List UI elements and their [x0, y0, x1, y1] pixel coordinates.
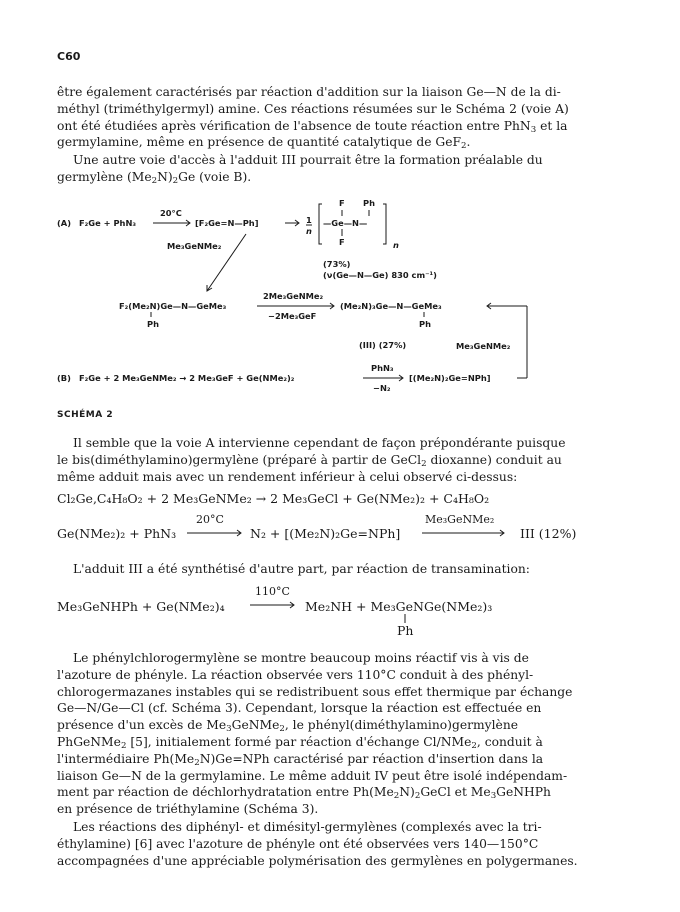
text-line: ment par réaction de déchlorhydratation entre $Ph(Me_2N)_2GeCl$ et $Me_3GeNHPh$: [57, 785, 551, 802]
text-line: méthyl (triméthylgermyl) amine. Ces réactions résumées sur le Schéma 2 (voie A): [57, 101, 569, 116]
route-b-label: (B): [57, 373, 71, 383]
route-a-reactants: F₂Ge + PhN₃: [79, 218, 137, 228]
text-line: germylène $(Me_2N)_2Ge$ (voie B).: [57, 169, 252, 186]
route-a-ir: (ν(Ge—N—Ge) 830 cm⁻¹): [323, 270, 437, 280]
text-line: Les réactions des diphényl- et dimésityl-germylènes (complexés avec la tri-: [73, 820, 542, 834]
polymer-f-top: F: [339, 198, 345, 208]
fraction-numerator: 1: [306, 215, 312, 225]
polymer-n: n: [393, 240, 399, 250]
eq3-over: 110°C: [255, 585, 290, 598]
text-line: l'azoture de phényle. La réaction observée vers 110°C conduit à des phényl-: [57, 667, 534, 682]
text-line: l'intermédiaire $Ph(Me_2N)Ge=NPh$ caractérisé par réaction d'insertion dans la: [57, 751, 544, 768]
eq2-over: 20°C: [196, 513, 224, 526]
route-a-label: (A): [57, 218, 72, 228]
eq2-mid: N₂ + [(Me₂N)₂Ge=NPh]: [250, 526, 401, 541]
route-a-intermediate: [F₂Ge=N—Ph]: [195, 218, 259, 228]
text-line: présence d'un excès de $Me_3GeNMe_2$, le phényl(diméthylamino)germylène: [57, 718, 519, 735]
text-line: liaison Ge—N de la germylamine. Le même adduit IV peut être isolé indépendam-: [57, 768, 568, 783]
compound-iii-label: (III) (27%): [359, 340, 407, 350]
eq3-arrow: [248, 600, 298, 610]
route-a-condition: 20°C: [160, 208, 182, 218]
mid-left-ph: Ph: [147, 319, 159, 329]
paragraph-1: [57, 84, 632, 151]
eq3-below: Ph: [397, 623, 414, 638]
text-line: Une autre voie d'accès à l'adduit III pourrait être la formation préalable du: [73, 153, 543, 167]
eq3-right: Me₂NH + Me₃GeNGe(NMe₂)₃: [305, 599, 493, 614]
route-a-yield: (73%): [323, 259, 351, 269]
text-line: Ge—N/Ge—Cl (cf. Schéma 3). Cependant, lorsque la réaction est effectuée en: [57, 701, 542, 716]
eq2-arrow: [185, 528, 245, 538]
compound-iii-reagent: Me₃GeNMe₂: [456, 341, 511, 351]
text-line: éthylamine) [6] avec l'azoture de phényle ont été observées vers 140—150°C: [57, 836, 539, 851]
route-b-equation: F₂Ge + 2 Me₃GeNMe₂ → 2 Me₃GeF + Ge(NMe₂)₂: [79, 373, 295, 383]
text-line: PhGeNMe$_2$ [5], initialement formé par réaction d'échange Cl/NMe$_2$, conduit à: [57, 734, 543, 751]
eq2-arrow2: [420, 528, 510, 538]
mid-right-ph: Ph: [419, 319, 431, 329]
text-line: même adduit mais avec un rendement inférieur à celui observé ci-dessus:: [57, 469, 518, 484]
text-line: Il semble que la voie A intervienne cependant de façon prépondérante puisque: [73, 436, 566, 450]
mid-left-compound: F₂(Me₂N)Ge—N—GeMe₃: [119, 301, 227, 311]
eq3-left: Me₃GeNHPh + Ge(NMe₂)₄: [57, 599, 225, 614]
fraction-denominator: n: [306, 226, 312, 236]
scheme-caption: SCHÉMA 2: [57, 410, 114, 420]
paragraph-5: [57, 650, 632, 818]
polymer-chain: —Ge—N—: [323, 218, 368, 228]
route-b-over: PhN₃: [371, 363, 394, 373]
page-number: C60: [57, 50, 81, 63]
paragraph-6: [57, 819, 632, 869]
eq2-right: III (12%): [520, 526, 577, 541]
text-line: L'adduit III a été synthétisé d'autre part, par réaction de transamination:: [73, 562, 530, 576]
text-line: accompagnées d'une appréciable polymérisation des germylènes en polygermanes.: [57, 853, 578, 868]
paragraph-4: [57, 561, 632, 578]
route-b-product: [(Me₂N)₂Ge=NPh]: [409, 373, 491, 383]
polymer-ph-top: Ph: [363, 198, 375, 208]
text-line: le bis(diméthylamino)germylène (préparé à partir de GeCl$_2$ dioxanne) conduit au: [57, 452, 562, 469]
route-b-under: −N₂: [373, 383, 391, 393]
text-line: Le phénylchlorogermylène se montre beaucoup moins réactif vis à vis de: [73, 651, 529, 665]
text-line: germylamine, même en présence de quantité catalytique de GeF$_2$.: [57, 135, 471, 152]
mid-arrow-under: −2Me₃GeF: [268, 311, 317, 321]
polymer-f-bottom: F: [339, 237, 345, 247]
text-line: en présence de triéthylamine (Schéma 3).: [57, 802, 319, 817]
eq2-left: Ge(NMe₂)₂ + PhN₃: [57, 526, 177, 541]
text-line: ont été étudiées après vérification de l'absence de toute réaction entre PhN$_3$ et la: [57, 118, 568, 135]
eq2-over2: Me₃GeNMe₂: [425, 513, 495, 526]
paragraph-2: [57, 152, 632, 186]
text-line: chlorogermazanes instables qui se redistribuent sous effet thermique par échange: [57, 684, 573, 699]
mid-arrow-over: 2Me₃GeNMe₂: [263, 291, 324, 301]
diagonal-reagent: Me₃GeNMe₂: [167, 241, 222, 251]
text-line: être également caractérisés par réaction d'addition sur la liaison Ge—N de la di-: [57, 85, 561, 99]
equation-1: Cl₂Ge,C₄H₈O₂ + 2 Me₃GeNMe₂ → 2 Me₃GeCl + Ge(NMe₂)₂ + C₄H₈O₂: [57, 491, 490, 506]
paragraph-3: [57, 435, 632, 485]
reaction-scheme: [57, 188, 637, 413]
mid-right-compound: (Me₂N)₃Ge—N—GeMe₃: [340, 301, 442, 311]
